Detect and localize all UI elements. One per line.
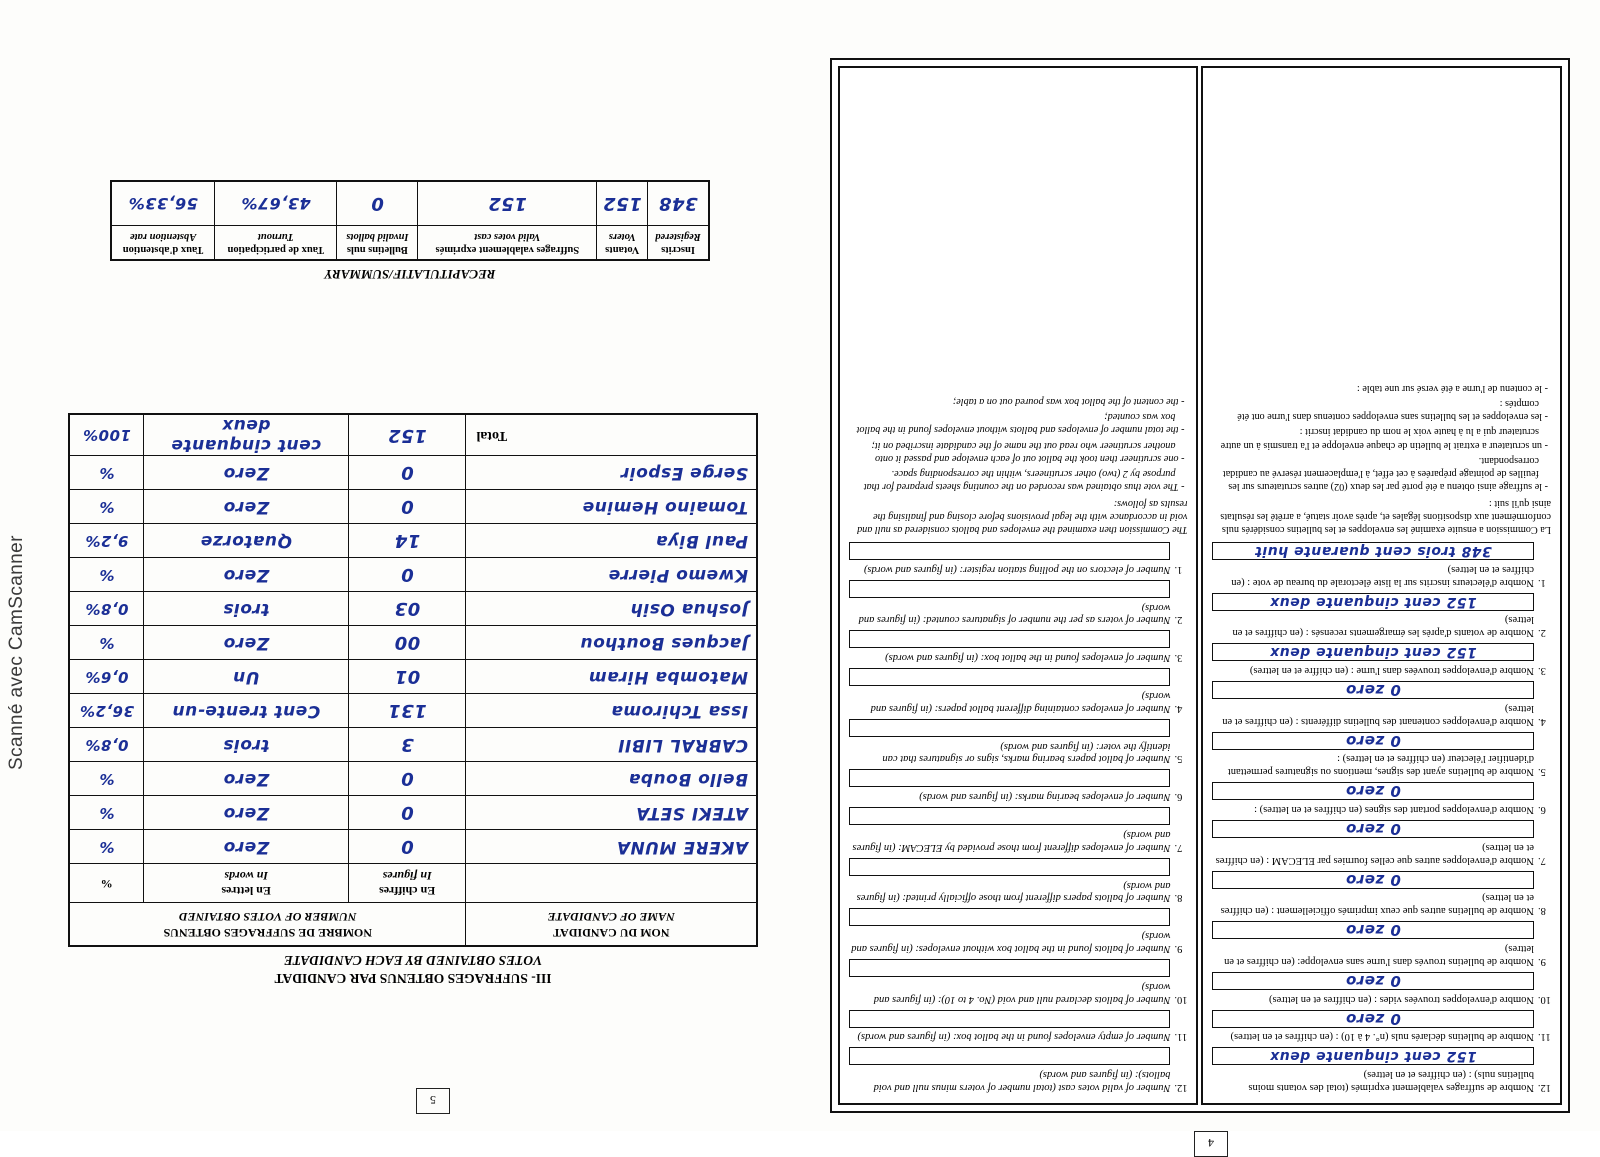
header-votes-obtained-en: NUMBER OF VOTES OBTAINED bbox=[179, 909, 357, 924]
candidate-votes-figures: 00 bbox=[394, 632, 421, 654]
candidate-votes-percent: % bbox=[98, 463, 115, 482]
candidate-name: Kwemo Pierre bbox=[608, 564, 748, 585]
answer-field-fr-11[interactable] bbox=[1213, 1010, 1535, 1028]
item-label-en: Number of valid votes cast (total number of voters minus null and void ballots): (in figures and words) bbox=[873, 1069, 1171, 1093]
french-closing-text: La Commission a ensuite examiné les enveloppes et les bulletins considérés nuls conformément aux dispositions légales et, après avoir statué, a arrêté les résultats ainsi qu'il suit : bbox=[1220, 497, 1551, 536]
table-row bbox=[69, 830, 757, 864]
summary-value: 152 bbox=[487, 193, 527, 215]
table-header-row bbox=[69, 903, 757, 946]
summary-section bbox=[110, 180, 710, 282]
summary-value: 348 bbox=[658, 193, 698, 215]
answer-field-fr-2[interactable] bbox=[1213, 593, 1535, 611]
item-label-en: Number of ballots papers different from those officially printed: (in figures and words) bbox=[856, 879, 1171, 904]
candidate-votes-words: Zero bbox=[223, 462, 270, 483]
summary-header-cell bbox=[648, 225, 709, 260]
table-row bbox=[69, 490, 757, 524]
candidate-votes-words: Un bbox=[232, 666, 260, 687]
candidate-votes-percent: % bbox=[98, 837, 115, 856]
answer-value: 152 cent cinquante deux bbox=[1269, 1048, 1477, 1065]
answer-field-fr-3[interactable] bbox=[1213, 643, 1535, 661]
candidate-votes-percent: 0,8% bbox=[84, 735, 129, 754]
summary-header-fr: Taux de participation bbox=[227, 244, 325, 255]
candidate-votes-percent: % bbox=[98, 565, 115, 584]
candidate-votes-figures: 01 bbox=[394, 666, 421, 688]
subheader-figures-en: In figures bbox=[382, 869, 432, 884]
votes-section-title-en: VOTES OBTAINED BY EACH CANDIDATE bbox=[283, 952, 543, 968]
subheader-words-en: In words bbox=[224, 869, 268, 884]
item-label-en: Number of ballots declared null and void (No. 4 to 10): (in figures and words) bbox=[873, 980, 1171, 1005]
item-label-fr: Nombre de votants d'après les émargements recensés : (en chiffres et en lettres) bbox=[1232, 614, 1534, 639]
list-item: - le suffrage ainsi obtenu a été porté par les deux (02) autres scrutateurs sur les feuilles de pointage préparées à cet effet, à l'emplacement réservé au candidat correspondant. bbox=[1222, 454, 1548, 493]
candidate-votes-words: trois bbox=[222, 734, 270, 755]
item-label-en: Number of empty envelopes found in the ballot box: (in figures and words) bbox=[857, 1031, 1171, 1043]
item-label-en: Number of envelopes found in the ballot box: (in figures and words) bbox=[885, 652, 1171, 664]
candidate-votes-figures: 0 bbox=[400, 462, 414, 484]
summary-value: 0 bbox=[370, 193, 384, 215]
table-row bbox=[69, 762, 757, 796]
summary-value: 152 bbox=[602, 193, 642, 215]
table-row bbox=[69, 558, 757, 592]
answer-value: 0 zero bbox=[1345, 921, 1401, 940]
candidate-name: Matomba Hiram bbox=[588, 666, 748, 687]
candidate-votes-percent: % bbox=[98, 803, 115, 822]
summary-header-en: Abstention rate bbox=[129, 231, 197, 243]
answer-field-fr-7[interactable] bbox=[1213, 820, 1535, 838]
right-page-sheet bbox=[830, 58, 1570, 1150]
answer-value: 0 zero bbox=[1345, 681, 1401, 700]
answer-field-fr-1[interactable] bbox=[1213, 542, 1535, 560]
answer-field-en-9[interactable] bbox=[849, 908, 1171, 926]
summary-header-fr: Inscrits bbox=[661, 244, 695, 255]
candidate-votes-percent: % bbox=[98, 497, 115, 516]
item-label-en: Number of electors on the polling station register: (in figures and words) bbox=[863, 563, 1171, 575]
candidate-name: Jacques Bouthou bbox=[580, 632, 748, 653]
answer-field-en-7[interactable] bbox=[849, 807, 1171, 825]
candidate-votes-words: Zero bbox=[223, 768, 270, 789]
french-column: 12. Nombre de suffrages valablement exprimés (total des votants moins bulletins nuls) : (en chiffres et en lettres) 152 cent cinquante deux 11. Nombre de bulletins déclarés nuls (n°. 4 à 10) : (en chiffres et en lettres) 0 zero 10. Nombre d'enveloppes trouvées vides : (en chiffres et en lettres) 0 zero 9. Nombre de bulletins trouvés dans l'urne sans enveloppe: (en chiffres et en lettres) 0 zero 8. Nombre de bulletins autres que ceux imprimés officiellement : (en chiffres et en lettres) 0 zero 7. Nombre d'enveloppes autres que celles fournies par ELECAM : (en chiffres et en lettres) 0 zero 6. Nombre d'enveloppes portant des signes (en chiffres et en lettres) : 0 zero 5. Nombre de bulletins ayant des signes, mentions ou signatures permettant d'identifier l'électeur (en chiffres et en lettres) : 0 zero 4. Nombre d'enveloppes contenant des bulletins différents : (en chiffres et en lettres) 0 zero 3. Nombre d'enveloppes trouvées dans l'urne : (en chiffre et en lettres) 152 cent cinquante deux 2. Nombre de votants d'après les émargements recensés : (en chiffres et en lettres) 152 cent cinquante deux 1. Nombre d'électeurs inscrits sur la liste électorale du bureau de vote : (en chiffres et en lettres) 348 trois cent quarante huit La Commission a ensuite examiné les enveloppes et les bulletins considérés nuls conformément aux dispositions légales et, après avoir statué, a arrêté les résultats ainsi qu'il suit : - le suffrage ainsi obtenu a été porté par les deux (02) autres scrutateurs sur les feuilles de pointage préparées à cet effet, à l'emplacement réservé au candidat correspondant. - un scrutateur a extrait le bulletin de chaque enveloppe et l'a transmis à un autre scrutateur qui a lu à haute voix le nom du candidat inscrit : - les enveloppes et les bulletins sans enveloppes contenus dans l'urne ont été comptés : - le contenu de l'urne a été versé sur une table : bbox=[1202, 66, 1563, 1105]
candidate-votes-figures: 0 bbox=[400, 496, 414, 518]
answer-value: 152 cent cinquante deux bbox=[1269, 644, 1477, 661]
summary-header-en: Voters bbox=[608, 231, 636, 243]
candidate-votes-words: Zero bbox=[223, 496, 270, 517]
candidate-votes-words: Zero bbox=[223, 836, 270, 857]
page-number-marker-right: 4 bbox=[1194, 1131, 1228, 1157]
header-votes-obtained bbox=[69, 903, 466, 946]
list-item: - the total number of envelopes and ballots without envelopes found in the ballot box was counted; bbox=[856, 411, 1185, 436]
answer-field-en-5[interactable] bbox=[849, 719, 1171, 737]
item-label-fr: Nombre d'enveloppes trouvées vides : (en chiffres et en lettres) bbox=[1269, 993, 1534, 1005]
total-label: Total bbox=[476, 428, 508, 444]
answer-field-en-10[interactable] bbox=[849, 959, 1171, 977]
candidate-votes-figures: 131 bbox=[387, 700, 427, 722]
item-label-en: Number of envelopes containing different ballot papers: (in figures and words) bbox=[870, 690, 1171, 714]
header-candidate-name-en: NAME OF CANDIDATE bbox=[547, 909, 675, 924]
answer-value: 0 zero bbox=[1345, 1009, 1401, 1028]
table-row bbox=[69, 524, 757, 558]
answer-field-en-1[interactable] bbox=[849, 542, 1171, 560]
answer-value: 0 zero bbox=[1345, 731, 1401, 750]
french-preamble bbox=[1213, 381, 1552, 536]
item-label-fr: Nombre de bulletins autres que ceux imprimés officiellement : (en chiffres et en lettres) bbox=[1220, 892, 1534, 917]
summary-header-cell bbox=[418, 225, 597, 260]
subheader-figures bbox=[348, 864, 466, 903]
summary-header-en: Registered bbox=[655, 231, 701, 243]
summary-header-fr: Bulletins nuls bbox=[346, 244, 408, 255]
header-votes-obtained-fr: NOMBRE DE SUFFRAGES OBTENUS bbox=[163, 925, 372, 940]
item-label-fr: Nombre de suffrages valablement exprimés (total des votants moins bulletins nuls) : (en chiffres et en lettres) bbox=[1248, 1069, 1534, 1093]
summary-value-row bbox=[111, 181, 709, 225]
candidate-votes-figures: 14 bbox=[394, 530, 421, 552]
answer-field-fr-6[interactable] bbox=[1213, 782, 1535, 800]
english-column: 12. Number of valid votes cast (total number of voters minus null and void ballots): (in figures and words) 11. Number of empty envelopes found in the ballot box: (in figures and words) 10. Number of ballots declared null and void (No. 4 to 10): (in figures and words) 9. Number of ballots found in the ballot box without envelopes: (in figures and words) 8. Number of ballots papers different from those officially printed: (in figures and words) 7. Number of envelopes different from those provided by ELECAM: (in figures and words) 6. Number of envelopes bearing marks: (in figures and words) 5. Number of ballot papers bearing marks, signs or signatures that can identify the voter: (in figures and words) 4. Number of envelopes containing different ballot papers: (in figures and words) 3. Number of envelopes found in the ballot box: (in figures and words) 2. Number of voters as per the number of signatures counted: (in figures and words) 1. Number of electors on the polling station register: (in figures and words) The Commission then examined the envelopes and ballots considered as null and void in accordance with the legal provisions before closing and finalising the results as follows: - The vote thus obtained was recorded on the counting sheets prepared for that purpose by 2 (two) other scrutineers, within the corresponding space. - one scrutineer then took the ballot out of each envelope and passed it onto another scrutineer who read out the name of the candidate inscribed on it; - the total number of envelopes and ballots without envelopes found in the ballot box was counted; - the content of the ballot box was poured out on a table; bbox=[838, 66, 1199, 1105]
summary-table bbox=[110, 180, 710, 261]
candidate-votes-percent: % bbox=[98, 769, 115, 788]
candidate-votes-figures: 0 bbox=[400, 564, 414, 586]
item-label-fr: Nombre d'enveloppes trouvées dans l'urne : (en chiffre et en lettres) bbox=[1249, 665, 1534, 677]
votes-by-candidate-section bbox=[68, 413, 758, 987]
english-closing-text: The Commission then examined the envelopes and ballots considered as null and void in accordance with the legal provisions before closing and finalising the results as follows: bbox=[857, 497, 1188, 536]
candidate-votes-percent: 9,2% bbox=[84, 531, 129, 550]
answer-value: 0 zero bbox=[1345, 782, 1401, 801]
table-row bbox=[69, 660, 757, 694]
subheader-percent: % bbox=[69, 864, 144, 903]
candidate-name: Serge Espoir bbox=[620, 462, 748, 483]
candidate-votes-figures: 0 bbox=[400, 802, 414, 824]
answer-field-en-2[interactable] bbox=[849, 580, 1171, 598]
answer-field-fr-9[interactable] bbox=[1213, 921, 1535, 939]
subheader-figures-fr: En chiffres bbox=[379, 884, 436, 899]
candidate-votes-words: Zero bbox=[223, 632, 270, 653]
summary-header-cell bbox=[337, 225, 418, 260]
english-intro-list bbox=[849, 395, 1188, 494]
table-row bbox=[69, 796, 757, 830]
summary-title: RECAPITULATIF/SUMMARY bbox=[324, 267, 496, 282]
answer-field-en-8[interactable] bbox=[849, 858, 1171, 876]
table-row bbox=[69, 592, 757, 626]
answer-field-en-6[interactable] bbox=[849, 769, 1171, 787]
candidate-votes-words: Quatorze bbox=[200, 530, 292, 551]
total-votes-figures: 152 bbox=[387, 424, 427, 446]
total-votes-words: cent cinquante deux bbox=[171, 415, 322, 456]
item-label-fr: Nombre de bulletins déclarés nuls (n°. 4 à 10) : (en chiffres et en lettres) bbox=[1230, 1031, 1534, 1043]
table-subheader-row bbox=[69, 864, 757, 903]
list-item: - one scrutineer then took the ballot out of each envelope and passed it onto another scrutineer who read out the name of the candidate inscribed on it; bbox=[871, 439, 1185, 464]
summary-header-en: Invalid ballots bbox=[346, 231, 409, 243]
candidate-votes-words: trois bbox=[222, 598, 270, 619]
votes-section-title bbox=[68, 951, 758, 987]
summary-value: 43,67% bbox=[240, 194, 311, 214]
subheader-words-fr: En lettres bbox=[221, 884, 271, 899]
summary-header-en: Turnout bbox=[257, 231, 294, 243]
candidate-votes-percent: 36,2% bbox=[79, 701, 134, 720]
answer-field-fr-12[interactable] bbox=[1213, 1047, 1535, 1065]
answer-value: 0 zero bbox=[1345, 870, 1401, 889]
item-label-en: Number of ballots found in the ballot box without envelopes: (in figures and words) bbox=[851, 930, 1171, 955]
item-label-en: Number of envelopes different from those provided by ELECAM: (in figures and words) bbox=[852, 829, 1171, 853]
left-page-sheet bbox=[40, 10, 780, 1120]
item-label-fr: Nombre d'enveloppes portant des signes (en chiffres et en lettres) : bbox=[1254, 804, 1534, 816]
summary-header-en: Valid votes cast bbox=[474, 231, 541, 243]
answer-field-en-12[interactable] bbox=[849, 1047, 1171, 1065]
answer-field-en-11[interactable] bbox=[849, 1010, 1171, 1028]
answer-value: 0 zero bbox=[1345, 820, 1401, 839]
header-candidate-name-fr: NOM DU CANDIDAT bbox=[553, 925, 670, 940]
summary-header-cell bbox=[597, 225, 648, 260]
list-item: - The vote thus obtained was recorded on the counting sheets prepared for that purpose by 2 (two) other scrutineers, within the corresponding space. bbox=[863, 468, 1185, 493]
table-row bbox=[69, 626, 757, 660]
summary-header-fr: Suffrages valablement exprimés bbox=[435, 244, 580, 255]
table-row bbox=[69, 456, 757, 490]
item-label-fr: Nombre de bulletins ayant des signes, mentions ou signatures permettant d'identifier l'électeur (en chiffres et en lettres) : bbox=[1227, 753, 1534, 778]
candidate-votes-table bbox=[68, 413, 758, 946]
header-candidate-name bbox=[466, 903, 757, 946]
candidate-votes-words: Zero bbox=[223, 802, 270, 823]
list-item: - les enveloppes et les bulletins sans enveloppes contenus dans l'urne ont été comptés : bbox=[1237, 397, 1548, 423]
summary-header-cell bbox=[215, 225, 337, 260]
english-preamble bbox=[849, 395, 1188, 537]
candidate-votes-percent: 0,6% bbox=[84, 667, 129, 686]
candidate-name: Tomaino Hemine bbox=[582, 496, 748, 517]
answer-field-en-4[interactable] bbox=[849, 668, 1171, 686]
table-total-row bbox=[69, 414, 757, 456]
candidate-name: Joshua Osih bbox=[630, 598, 748, 619]
answer-field-fr-8[interactable] bbox=[1213, 871, 1535, 889]
item-label-fr: Nombre de bulletins trouvés dans l'urne sans enveloppe: (en chiffres et en lettres) bbox=[1224, 943, 1534, 967]
candidate-name: Issa Tchiroma bbox=[610, 700, 748, 721]
answer-value: 0 zero bbox=[1345, 971, 1401, 990]
candidate-votes-figures: 0 bbox=[400, 836, 414, 858]
answer-field-fr-5[interactable] bbox=[1213, 732, 1535, 750]
item-label-en: Number of voters as per the number of signatures counted: (in figures and words) bbox=[858, 601, 1171, 626]
candidate-votes-words: Cent trente-un bbox=[172, 700, 321, 721]
item-label-fr: Nombre d'enveloppes autres que celles fournies par ELECAM : (en chiffres et en lettres) bbox=[1215, 841, 1534, 866]
candidate-votes-figures: 03 bbox=[394, 598, 421, 620]
list-item: - le contenu de l'urne a été versé sur une table : bbox=[1356, 382, 1548, 394]
answer-field-fr-10[interactable] bbox=[1213, 972, 1535, 990]
item-label-fr: Nombre d'électeurs inscrits sur la liste électorale du bureau de vote : (en chiffres et en lettres) bbox=[1231, 563, 1534, 588]
camscanner-watermark: Scanné avec CamScanner bbox=[6, 535, 27, 770]
summary-header-cell bbox=[111, 225, 215, 260]
french-intro-list bbox=[1213, 381, 1552, 493]
candidate-name: AKERE MUNA bbox=[616, 836, 748, 857]
subheader-blank bbox=[466, 864, 757, 903]
list-item: - the content of the ballot box was poured out on a table; bbox=[952, 395, 1185, 407]
answer-value: 348 trois cent quarante huit bbox=[1254, 543, 1492, 560]
votes-section-title-fr: III- SUFFRAGES OBTENUS PAR CANDIDAT bbox=[274, 971, 552, 986]
answer-value: 152 cent cinquante deux bbox=[1269, 593, 1477, 610]
table-row bbox=[69, 694, 757, 728]
subheader-words bbox=[144, 864, 348, 903]
candidate-votes-words: Zero bbox=[223, 564, 270, 585]
answer-field-fr-4[interactable] bbox=[1213, 681, 1535, 699]
list-item: - un scrutateur a extrait le bulletin de chaque enveloppe et l'a transmis à un autre scrutateur qui a lu à haute voix le nom du candidat inscrit : bbox=[1220, 426, 1548, 451]
item-label-en: Number of ballot papers bearing marks, signs or signatures that can identify the voter: (in figures and words) bbox=[882, 740, 1171, 765]
candidate-votes-percent: 0,8% bbox=[84, 599, 129, 618]
candidate-name: ATEKI SETA bbox=[635, 802, 748, 823]
candidate-name: Paul Biya bbox=[655, 530, 748, 551]
summary-header-fr: Votants bbox=[605, 244, 640, 255]
summary-header-row bbox=[111, 225, 709, 260]
candidate-name: Bello Bouba bbox=[628, 768, 748, 789]
candidate-votes-figures: 3 bbox=[400, 734, 414, 756]
summary-value: 56,33% bbox=[128, 194, 198, 214]
candidate-votes-figures: 0 bbox=[400, 768, 414, 790]
table-row bbox=[69, 728, 757, 762]
summary-header-fr: Taux d'abstention bbox=[122, 244, 204, 255]
item-label-en: Number of envelopes bearing marks: (in figures and words) bbox=[919, 791, 1171, 803]
total-votes-percent: 100% bbox=[82, 426, 131, 445]
candidate-name: CABRAL LIBII bbox=[617, 734, 748, 755]
page-number-marker-left: 5 bbox=[416, 1088, 450, 1114]
item-label-fr: Nombre d'enveloppes contenant des bulletins différents : (en chiffres et en lettres) bbox=[1222, 702, 1534, 727]
answer-field-en-3[interactable] bbox=[849, 630, 1171, 648]
candidate-votes-percent: % bbox=[98, 633, 115, 652]
